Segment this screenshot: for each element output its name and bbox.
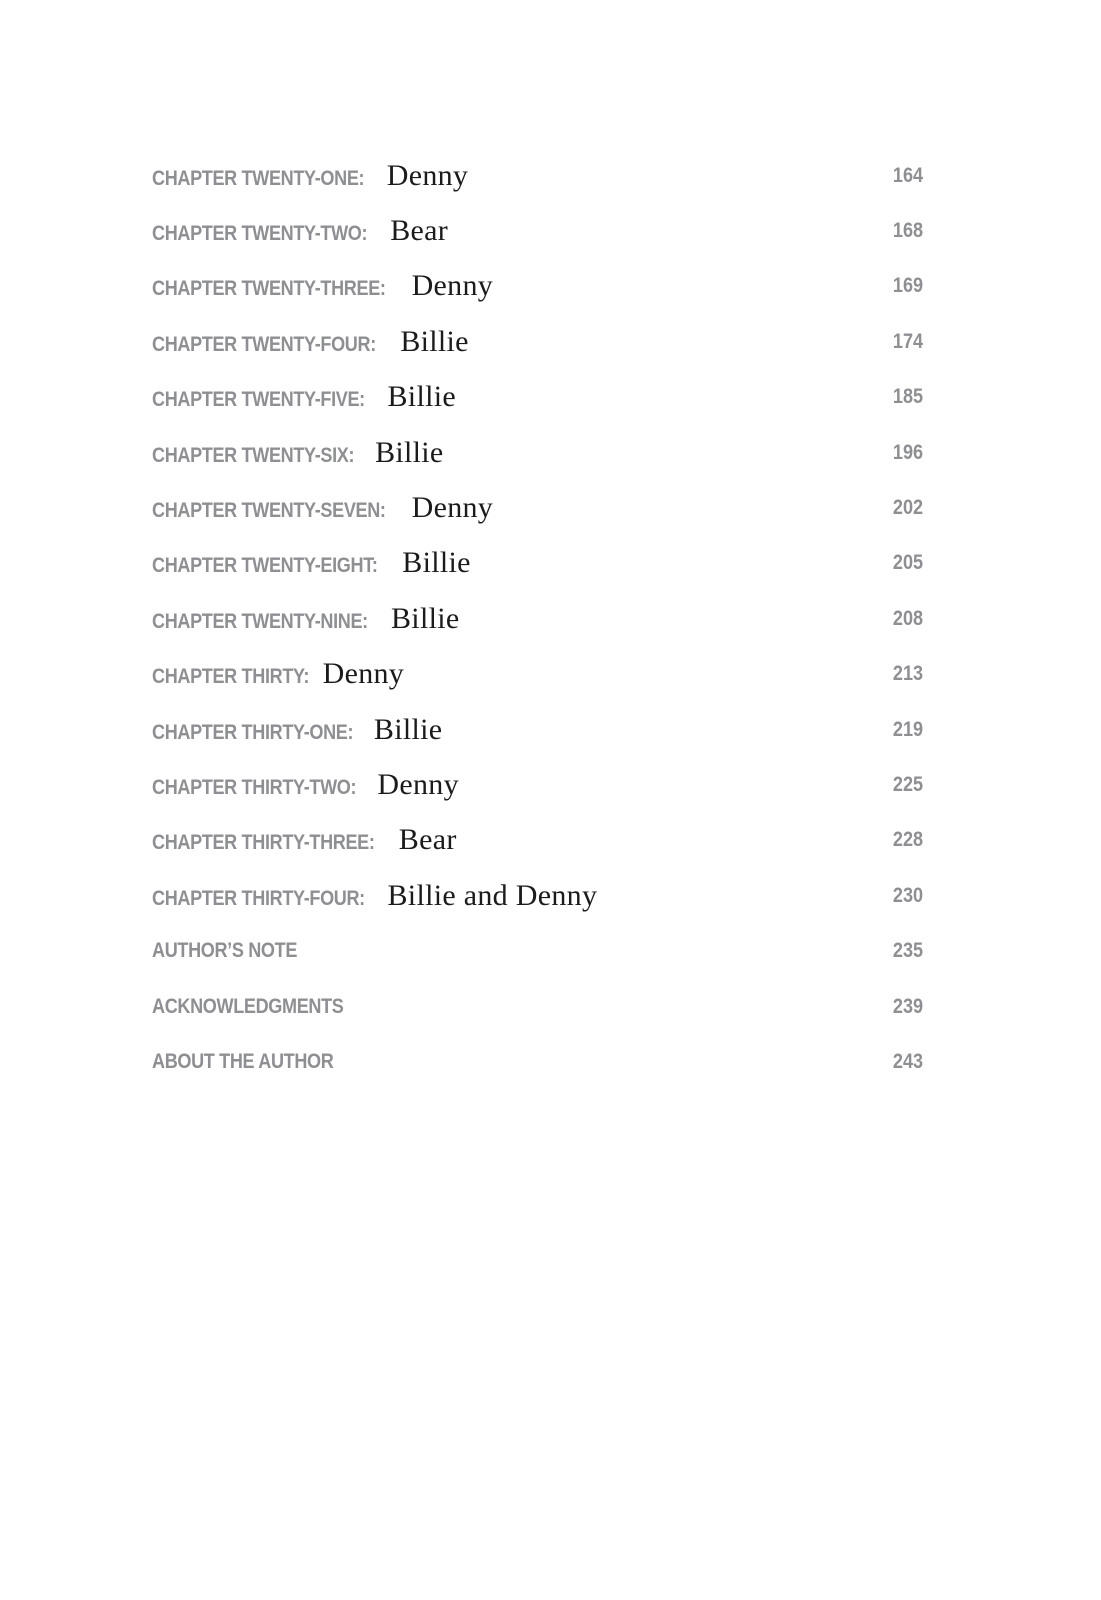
narrator-name: Billie xyxy=(391,601,460,635)
chapter-label: CHAPTER THIRTY-FOUR: xyxy=(152,886,365,910)
toc-entry-chapter-twenty-three xyxy=(152,259,923,314)
toc-entry-acknowledgments xyxy=(152,979,923,1034)
entry-title xyxy=(152,436,444,470)
entry-title xyxy=(152,214,448,248)
page-number: 213 xyxy=(892,662,923,686)
entry-title xyxy=(152,491,493,525)
narrator-name: Denny xyxy=(386,158,469,192)
entry-title xyxy=(152,546,471,580)
toc-entry-chapter-thirty-two xyxy=(152,757,923,812)
narrator-name: Denny xyxy=(377,767,459,801)
entry-title xyxy=(152,823,457,857)
chapter-label: CHAPTER TWENTY-FIVE: xyxy=(152,388,365,412)
page-number: 169 xyxy=(892,274,923,298)
narrator-name: Bear xyxy=(398,823,457,857)
page-number: 174 xyxy=(892,329,923,353)
entry-title xyxy=(152,879,597,913)
page-number: 235 xyxy=(892,939,923,963)
entry-title xyxy=(152,995,375,1019)
chapter-label: CHAPTER THIRTY-TWO: xyxy=(152,775,357,799)
narrator-name: Denny xyxy=(411,491,494,525)
entry-title xyxy=(152,768,459,802)
chapter-label: CHAPTER THIRTY-THREE: xyxy=(152,831,375,855)
section-label: ACKNOWLEDGMENTS xyxy=(152,994,344,1018)
entry-title xyxy=(152,939,321,963)
narrator-name: Billie xyxy=(387,380,456,414)
toc-entry-chapter-twenty-six xyxy=(152,425,923,480)
entry-title xyxy=(152,325,469,359)
chapter-label: CHAPTER THIRTY: xyxy=(152,665,310,689)
toc-entry-chapter-thirty-one xyxy=(152,702,923,757)
toc-entry-chapter-twenty-one xyxy=(152,148,923,203)
narrator-name: Billie xyxy=(402,546,471,580)
toc-entry-chapter-twenty-seven xyxy=(152,480,923,535)
page-number: 202 xyxy=(892,496,923,520)
entry-title xyxy=(152,380,456,414)
page-number: 225 xyxy=(892,772,923,796)
page-number: 196 xyxy=(892,440,923,464)
entry-title xyxy=(152,269,493,303)
section-label: AUTHOR’S NOTE xyxy=(152,939,298,963)
page-number: 239 xyxy=(892,994,923,1018)
toc-entry-chapter-twenty-five xyxy=(152,370,923,425)
narrator-name: Billie xyxy=(400,324,469,358)
page-number: 164 xyxy=(892,163,923,187)
chapter-label: CHAPTER TWENTY-ONE: xyxy=(152,166,365,190)
page-number: 243 xyxy=(892,1049,923,1073)
toc-entry-about-the-author xyxy=(152,1034,923,1089)
chapter-label: CHAPTER TWENTY-EIGHT: xyxy=(152,554,378,578)
toc-entry-chapter-thirty-four xyxy=(152,868,923,923)
page-number: 219 xyxy=(892,717,923,741)
page-number: 228 xyxy=(892,828,923,852)
chapter-label: CHAPTER TWENTY-FOUR: xyxy=(152,332,376,356)
narrator-name: Denny xyxy=(322,657,405,691)
entry-title xyxy=(152,602,459,636)
chapter-label: CHAPTER TWENTY-NINE: xyxy=(152,609,368,633)
entry-title xyxy=(152,1050,363,1074)
narrator-name: Denny xyxy=(411,269,494,303)
page-number: 205 xyxy=(892,551,923,575)
chapter-label: CHAPTER TWENTY-TWO: xyxy=(152,222,368,246)
page-number: 230 xyxy=(892,883,923,907)
entry-title xyxy=(152,713,442,747)
section-label: ABOUT THE AUTHOR xyxy=(152,1049,334,1073)
narrator-name: Billie xyxy=(373,712,443,746)
narrator-name: Billie and Denny xyxy=(387,878,598,912)
toc-entry-chapter-thirty xyxy=(152,647,923,702)
toc-entry-chapter-twenty-nine xyxy=(152,591,923,646)
narrator-name: Bear xyxy=(390,214,449,248)
entry-title xyxy=(152,159,468,193)
chapter-label: CHAPTER TWENTY-THREE: xyxy=(152,277,386,301)
toc-entry-authors-note xyxy=(152,923,923,978)
toc-entry-chapter-twenty-four xyxy=(152,314,923,369)
entry-title xyxy=(152,657,404,691)
toc-entry-chapter-twenty-eight xyxy=(152,536,923,591)
toc-entry-chapter-thirty-three xyxy=(152,813,923,868)
chapter-label: CHAPTER TWENTY-SEVEN: xyxy=(152,499,386,523)
toc-entry-chapter-twenty-two xyxy=(152,203,923,258)
narrator-name: Billie xyxy=(375,435,444,469)
page-number: 168 xyxy=(892,219,923,243)
chapter-label: CHAPTER TWENTY-SIX: xyxy=(152,443,355,467)
table-of-contents xyxy=(152,148,923,1090)
page-number: 208 xyxy=(892,606,923,630)
page-number: 185 xyxy=(892,385,923,409)
chapter-label: CHAPTER THIRTY-ONE: xyxy=(152,720,354,744)
